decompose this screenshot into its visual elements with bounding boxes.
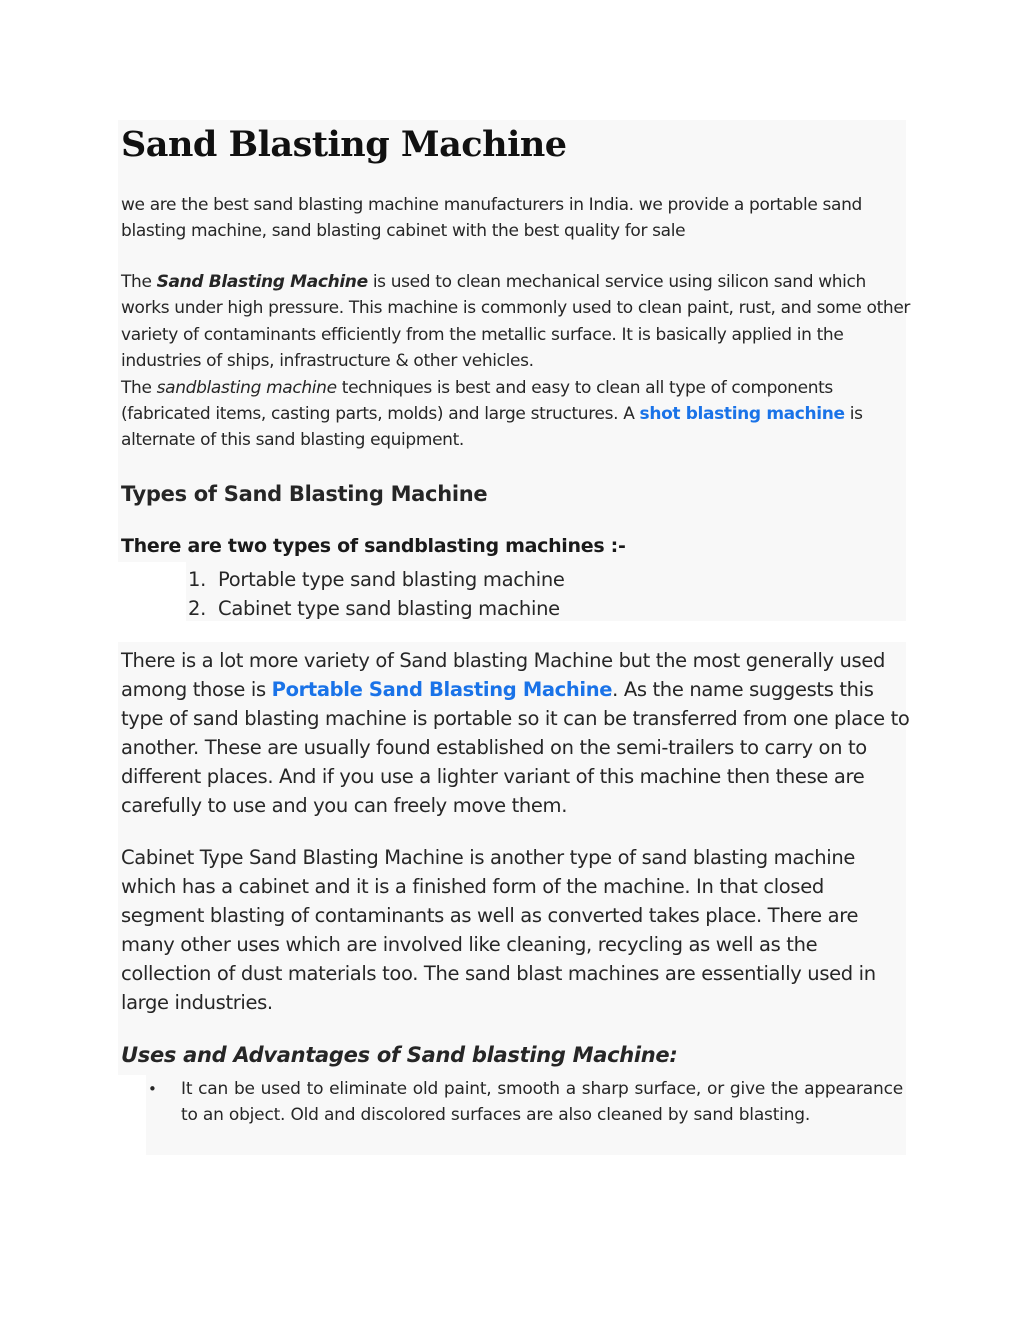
portable-text: There is a lot more variety of Sand blasting Machine but the most generally used among those is [121, 649, 886, 701]
machine-term: Sand Blasting Machine [156, 272, 368, 292]
description-text: is used to clean mechanical service using silicon sand which works under high pressure. This machine is commonly used to clean paint, rust, and some other variety of contaminants efficiently from the metallic surface. It is basically applied in the industries of ships, infrastructure & other vehicles. [121, 272, 911, 372]
types-list [188, 565, 565, 623]
cabinet-paragraph: Cabinet Type Sand Blasting Machine is another type of sand blasting machine which has a cabinet and it is a finished form of the machine. In that closed segment blasting of contaminants as well as converted takes place. There are many other uses which are involved like cleaning, recycling as well as the collection of dust materials too. The sand blast machines are essentially used in large industries. [121, 846, 876, 1014]
description-text: techniques is best and easy to clean all type of components (fabricated items, casting parts, molds) and large structures. A [121, 377, 833, 425]
bullet-icon: • [148, 1080, 157, 1098]
list-item-label: Cabinet type sand blasting machine [218, 597, 560, 620]
list-item-text: It can be used to eliminate old paint, smooth a sharp surface, or give the appearance to an object. Old and discolored surfaces are also cleaned by sand blasting. [181, 1079, 903, 1126]
types-heading: Types of Sand Blasting Machine [121, 482, 488, 506]
list-number: 2. [188, 597, 207, 620]
list-item-label: Portable type sand blasting machine [218, 568, 565, 591]
description-text: is alternate of this sand blasting equipment. [121, 404, 863, 451]
list-number: 1. [188, 568, 207, 591]
list-item [188, 594, 565, 623]
portable-text: . As the name suggests this type of sand blasting machine is portable so it can be transferred from one place to another. These are usually found established on the semi-trailers to carry on to different places. And if you use a lighter variant of this machine then these are carefully to use and you can freely move them. [121, 678, 910, 817]
portable-sand-blasting-link[interactable]: Portable Sand Blasting Machine [271, 678, 613, 701]
page-title: Sand Blasting Machine [121, 124, 567, 165]
the-word: The [121, 377, 152, 398]
portable-paragraph [121, 646, 911, 820]
uses-heading: Uses and Advantages of Sand blasting Machine: [121, 1043, 678, 1067]
shot-blasting-link[interactable]: shot blasting machine [639, 404, 845, 425]
uses-list [146, 1076, 903, 1129]
list-item [188, 565, 565, 594]
list-item [146, 1076, 903, 1129]
intro-paragraph: we are the best sand blasting machine manufacturers in India. we provide a portable sand blasting machine, sand blasting cabinet with the best quality for sale [121, 195, 862, 242]
sandblasting-term: sandblasting machine [156, 377, 337, 398]
types-subheading: There are two types of sandblasting machines :- [121, 535, 626, 557]
the-word: The [121, 272, 152, 292]
description-paragraph [121, 269, 911, 454]
